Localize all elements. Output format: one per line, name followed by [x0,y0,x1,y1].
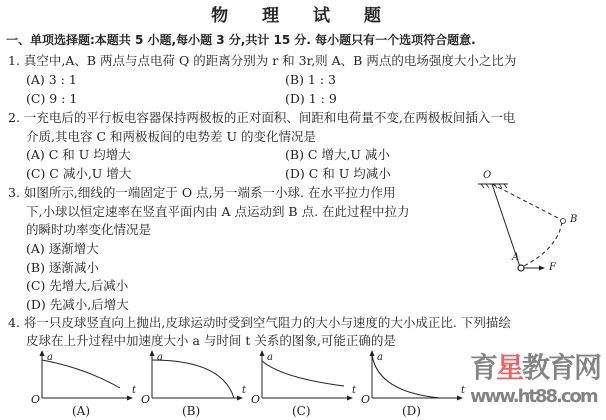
q1-stem: 1. 真空中,A、B 两点与点电荷 Q 的距离分别为 r 和 3r,则 A、B 两点的电场强度大小之比为 [8,53,517,68]
q1-option-b: (B) 1 : 3 [285,72,336,87]
page-title: 物 理 试 题 [211,6,395,26]
q1-option-c: (C) 9 : 1 [26,91,78,106]
q3-option-c: (C) 先增大,后减小 [26,278,129,293]
graph-c-origin: O [251,393,261,406]
curve-b [152,360,234,398]
graph-c-xlabel: t [352,385,357,396]
graph-d-origin: O [361,393,371,406]
q3-option-a: (A) 逐渐增大 [26,241,99,256]
ball-a-icon [518,265,524,271]
graph-b-xlabel: t [242,385,247,396]
graph-a-origin: O [31,393,41,406]
graph-d-ylabel: a [377,352,383,363]
q3-stem-3: 的瞬时功率变化情况是 [26,222,152,237]
curve-a [42,360,120,388]
q2-option-d: (D) C 和 U 均减小 [285,166,391,181]
curve-c [262,361,344,386]
q2-option-b: (B) C 增大,U 减小 [285,147,390,162]
q1-option-d: (D) 1 : 9 [285,91,337,106]
q4-stem-2: 皮球在上升过程中加速度大小 a 与时间 t 关系的图象,可能正确的是 [26,333,396,348]
q3-stem-2: 下,小球以恒定速率在竖直平面内由 A 点运动到 B 点. 在此过程中拉力 [26,204,410,219]
section-header: 一、单项选择题:本题共 5 小题,每小题 3 分,共计 15 分. 每小题只有一个选项符合题意. [6,33,476,47]
q4-stem-1: 4. 将一只皮球竖直向上抛出,皮球运动时受到空气阻力的大小与速度的大小成正比. 下列描绘 [8,315,511,330]
graph-c-ylabel: a [267,352,273,363]
graph-b-label: (B) [182,404,201,418]
graph-a-xlabel: t [132,385,137,396]
q2-option-a: (A) C 和 U 均增大 [26,147,131,162]
graph-d-xlabel: t [461,385,466,396]
pendulum-figure [478,184,566,271]
watermark-logo: 育星教育网 [470,351,601,384]
graph-a-ylabel: a [47,352,53,363]
label-o: O [483,170,492,181]
q3-option-d: (D) 先减小,后增大 [26,297,129,312]
graph-b-origin: O [141,393,151,406]
label-b: B [570,214,578,225]
graph-c-label: (C) [292,404,311,418]
q3-option-b: (B) 逐渐减小 [26,260,99,275]
force-arrow-icon [539,266,545,271]
q2-stem-1: 2. 一充电后的平行板电容器保持两极板的正对面积、间距和电荷量不变,在两极板间插入一电 [8,110,516,125]
q2-option-c: (C) C 减小,U 增大 [26,166,132,181]
graph-a-label: (A) [72,404,91,418]
q1-option-a: (A) 3 : 1 [26,72,77,87]
graph-d-label: (D) [402,404,421,418]
graph-b-ylabel: a [157,352,163,363]
label-a: A [512,252,520,263]
label-f: F [549,262,556,273]
ball-b-icon [561,219,566,224]
watermark-url: www.ht88.com [470,386,597,407]
q2-stem-2: 介质,其电容 C 和两极板间的电势差 U 的变化情况是 [26,129,316,144]
q3-stem-1: 3. 如图所示,细线的一端固定于 O 点,另一端系一小球. 在水平拉力作用 [8,185,396,200]
